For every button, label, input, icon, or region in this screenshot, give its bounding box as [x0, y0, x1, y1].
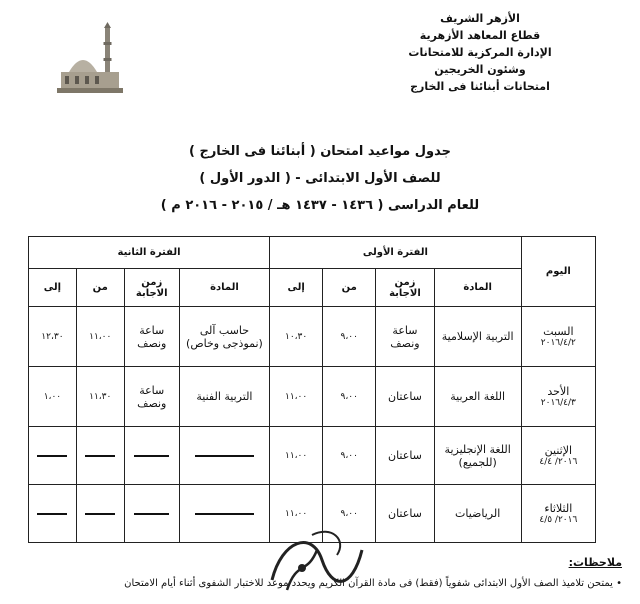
period1-header: الفترة الأولى: [270, 237, 522, 269]
from-header: من: [323, 269, 376, 307]
title-line-3: للعام الدراسى ( ١٤٣٦ - ١٤٣٧ هـ / ٢٠١٥ - ٢٠١٦ م ): [160, 198, 480, 213]
duration-cell: ساعة ونصف: [124, 367, 179, 427]
duration-cell: ساعتان: [376, 485, 434, 543]
institution-header: [370, 10, 590, 95]
day-cell: الثلاثاء ٢٠١٦/ ٤/٥: [521, 485, 595, 543]
from-cell: ١١،٣٠: [76, 367, 124, 427]
azhar-mosque-logo: [55, 22, 127, 104]
dash-mark: [134, 513, 169, 515]
day-cell: الأحد ٢٠١٦/٤/٣: [521, 367, 595, 427]
from-cell: ٩،٠٠: [323, 485, 376, 543]
dash-mark: [37, 513, 67, 515]
subject-cell: حاسب آلى (نموذجى وخاص): [179, 307, 269, 367]
notes-title: ملاحظات:: [568, 556, 622, 569]
header-line: قطاع المعاهد الأزهرية: [419, 29, 541, 42]
note-item: • يمتحن تلاميذ الصف الأول الابتدائى شفوياً (فقط) فى مادة القرآن الكريم ويحدد موعد للاختبار الشفوى أثناء أيام الامتحان: [124, 578, 622, 589]
from-header: من: [76, 269, 124, 307]
exam-schedule-table: [28, 236, 596, 543]
signature-stamp: [252, 520, 372, 604]
from-cell: ٩،٠٠: [323, 307, 376, 367]
subject-header: المادة: [179, 269, 269, 307]
empty-cell: [29, 427, 77, 485]
title-line-2: للصف الأول الابتدائى - ( الدور الأول ): [199, 171, 441, 186]
subject-cell: الرياضيات: [434, 485, 521, 543]
table-row: [29, 307, 596, 367]
title-line-1: جدول مواعيد امتحان ( أبنائنا فى الخارج ): [188, 144, 451, 159]
day-cell: الإثنين ٢٠١٦/ ٤/٤: [521, 427, 595, 485]
to-cell: ١١،٠٠: [270, 427, 323, 485]
empty-cell: [29, 485, 77, 543]
empty-cell: [124, 427, 179, 485]
to-cell: ١١،٠٠: [270, 485, 323, 543]
subject-cell: التربية الإسلامية: [434, 307, 521, 367]
duration-header: زمن الاجابة: [124, 269, 179, 307]
header-line: وشئون الخريجين: [434, 63, 526, 76]
dash-mark: [195, 455, 255, 457]
empty-cell: [76, 485, 124, 543]
period2-header: الفترة الثانية: [29, 237, 270, 269]
to-header: إلى: [270, 269, 323, 307]
dash-mark: [195, 513, 255, 515]
header-line: الأزهر الشريف: [440, 12, 520, 25]
table-row: [29, 427, 596, 485]
empty-cell: [179, 427, 269, 485]
to-cell: ١٢،٣٠: [29, 307, 77, 367]
to-cell: ١٠،٣٠: [270, 307, 323, 367]
document-titles: [0, 138, 640, 219]
duration-cell: ساعتان: [376, 367, 434, 427]
empty-cell: [124, 485, 179, 543]
subject-cell: اللغة الإنجليزية (للجميع): [434, 427, 521, 485]
to-cell: ١،٠٠: [29, 367, 77, 427]
from-cell: ٩،٠٠: [323, 367, 376, 427]
subject-header: المادة: [434, 269, 521, 307]
table-row: [29, 367, 596, 427]
dash-mark: [85, 513, 115, 515]
dash-mark: [134, 455, 169, 457]
subject-cell: التربية الفنية: [179, 367, 269, 427]
empty-cell: [76, 427, 124, 485]
day-cell: السبت ٢٠١٦/٤/٢: [521, 307, 595, 367]
header-line: الإدارة المركزية للامتحانات: [408, 46, 552, 59]
day-header: اليوم: [521, 237, 595, 307]
dash-mark: [85, 455, 115, 457]
duration-cell: ساعة ونصف: [376, 307, 434, 367]
subject-cell: اللغة العربية: [434, 367, 521, 427]
from-cell: ٩،٠٠: [323, 427, 376, 485]
duration-header: زمن الاجابة: [376, 269, 434, 307]
duration-cell: ساعة ونصف: [124, 307, 179, 367]
to-cell: ١١،٠٠: [270, 367, 323, 427]
dash-mark: [37, 455, 67, 457]
from-cell: ١١،٠٠: [76, 307, 124, 367]
duration-cell: ساعتان: [376, 427, 434, 485]
to-header: إلى: [29, 269, 77, 307]
header-line: امتحانات أبنائنا فى الخارج: [410, 80, 550, 93]
